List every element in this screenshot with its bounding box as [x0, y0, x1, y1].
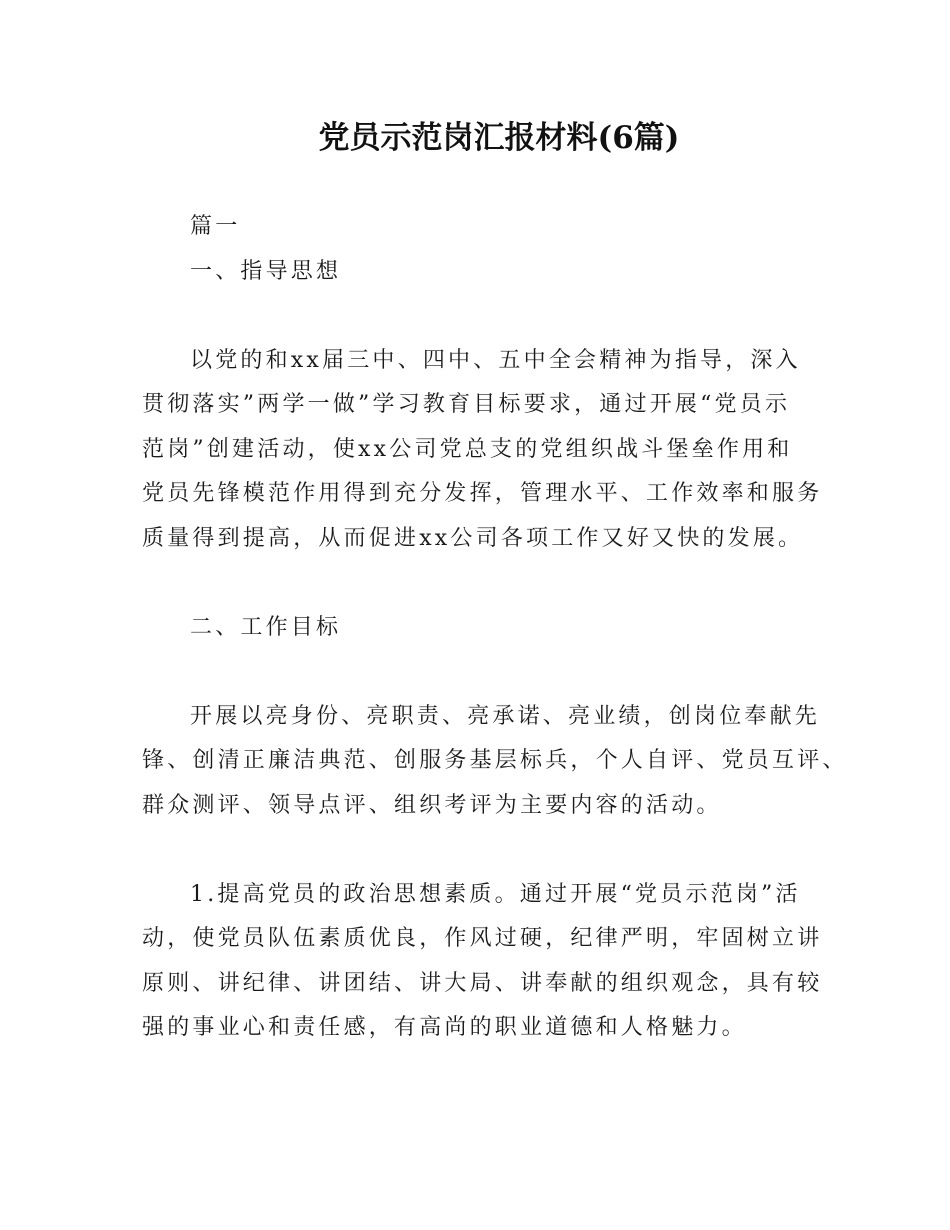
- paragraph-line: 动，使党员队伍素质优良，作风过硬，纪律严明，牢固树立讲: [142, 926, 823, 951]
- document-title: 党员示范岗汇报材料(6篇): [318, 120, 680, 156]
- paragraph: [142, 695, 848, 829]
- document-body: [142, 205, 848, 1051]
- paragraph-line: 党员先锋模范作用得到充分发挥，管理水平、工作效率和服务: [142, 481, 823, 506]
- paragraph-spacer: [142, 294, 832, 339]
- section-heading: 一、指导思想: [190, 258, 342, 284]
- paragraph: [142, 873, 832, 1051]
- paragraph-spacer: [142, 561, 832, 606]
- paragraph-line: 强的事业心和责任感，有高尚的职业道德和人格魅力。: [142, 1015, 747, 1040]
- paragraph-line: 原则、讲纪律、讲团结、讲大局、讲奉献的组织观念，具有较: [142, 970, 823, 996]
- paragraph-line: 以党的和xx届三中、四中、五中全会精神为指导，深入: [190, 347, 801, 373]
- paragraph-line: 1.提高党员的政治思想素质。通过开展“党员示范岗”活: [190, 881, 801, 907]
- paragraph-line: 锋、创清正廉洁典范、创服务基层标兵，个人自评、党员互评、: [142, 748, 848, 773]
- paragraph-line: 范岗”创建活动，使xx公司党总支的党组织战斗堡垒作用和: [142, 436, 793, 462]
- chapter-label: 篇一: [190, 214, 241, 239]
- paragraph: [142, 339, 832, 562]
- paragraph-spacer: [142, 828, 832, 873]
- paragraph-line: 质量得到提高，从而促进xx公司各项工作又好又快的发展。: [142, 525, 804, 551]
- paragraph-line: 群众测评、领导点评、组织考评为主要内容的活动。: [142, 792, 722, 818]
- paragraph-spacer: [142, 650, 832, 695]
- paragraph-line: 贯彻落实”两学一做”学习教育目标要求，通过开展“党员示: [142, 392, 791, 417]
- section-heading: 二、工作目标: [190, 614, 342, 640]
- paragraph-line: 开展以亮身份、亮职责、亮承诺、亮业绩，创岗位奉献先: [190, 703, 821, 729]
